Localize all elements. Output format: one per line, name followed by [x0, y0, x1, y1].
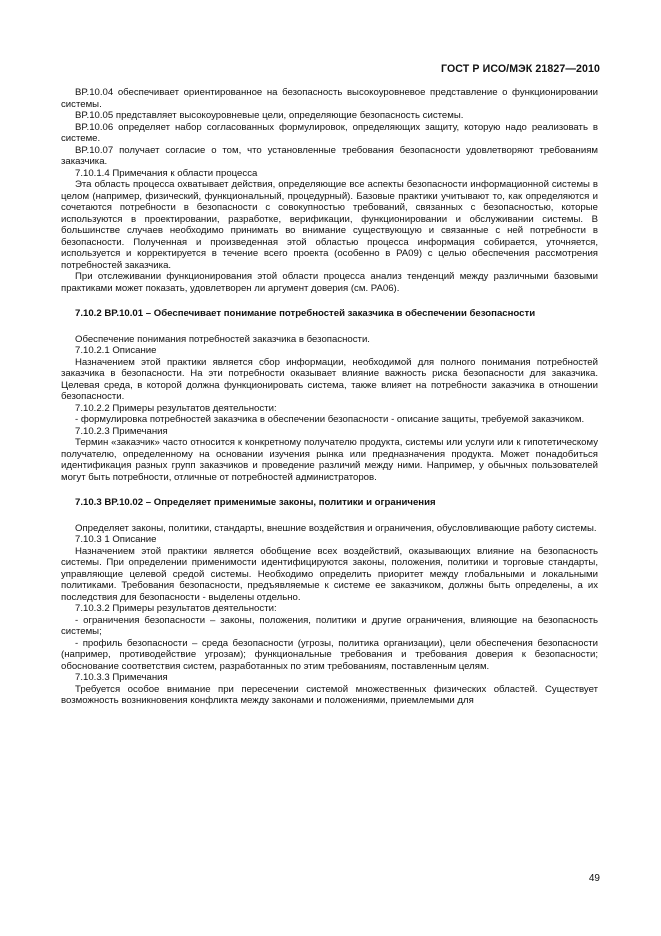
paragraph: 7.10.1.4 Примечания к области процесса: [75, 167, 258, 179]
document-code-header: ГОСТ Р ИСО/МЭК 21827—2010: [441, 63, 600, 75]
paragraph: 7.10.3 1 Описание: [75, 534, 157, 545]
page-number: 49: [588, 873, 600, 884]
paragraph: BP.10.05 представляет высокоуровневые цели, определяющие безопасность системы.: [75, 110, 464, 121]
paragraph: BP.10.04 обеспечивает ориентированное на безопасность высокоуровневое представление о функционировании системы.: [61, 87, 598, 110]
paragraph: BP.10.07 получает согласие о том, что установленные требования безопасности удовлетворяют требованиям заказчика.: [61, 144, 598, 167]
paragraph: 7.10.2.2 Примеры результатов деятельности:: [75, 402, 277, 414]
document-body: [61, 87, 598, 707]
paragraph: 7.10.3.3 Примечания: [75, 672, 168, 683]
section-heading-7-10-3: 7.10.3 BP.10.02 – Определяет применимые законы, политики и ограничения: [75, 497, 436, 508]
paragraph: Назначением этой практики является сбор информации, необходимой для полного понимания потребностей заказчика в безопасности. На эти потребности оказывает влияние важность риска безопасности для заказчика. Целевая среда, в которой должна функционировать система, также влияет на потребности заказчика в отношении безопасности.: [61, 356, 598, 402]
paragraph: При отслеживании функционирования этой области процесса анализ тенденций между различными базовыми практиками может показать, удовлетворен ли аргумент доверия (см. PA06).: [61, 271, 598, 294]
paragraph: Термин «заказчик» часто относится к конкретному получателю продукта, системы или услуги или к гипотетическому получателю, определенному на основании изучения рынка или предназначения продукта. Может понадобиться идентификация разных групп заказчиков и проведение различий между ними. Например, у обычных пользователей могут быть потребности, отличные от потребностей администраторов.: [61, 437, 598, 483]
paragraph: - формулировка потребностей заказчика в обеспечении безопасности - описание защиты, требуемой заказчиком.: [75, 414, 585, 425]
paragraph: Эта область процесса охватывает действия, определяющие все аспекты безопасности информационной системы в целом (например, физический, функциональный, процедурный). Базовые практики учитывают то, как определяются и сочетаются потребности в безопасности с совокупностью требований, связанных с безопасностью, которые используются в проектировании, разработке, верификации, функционировании и обслуживании системы. В большинстве случаев необходимо принимать во внимание существующую и связанные с ней потребности в безопасности. Полученная и произведенная этой областью процесса информация собирается, уточняется, используется и корректируется в течение всего проекта (особенно в PA09) с целью обеспечения рассмотрения потребностей заказчика.: [61, 179, 598, 271]
paragraph: 7.10.2.3 Примечания: [75, 425, 168, 437]
paragraph: BP.10.06 определяет набор согласованных формулировок, определяющих защиту, которую надо реализовать в системе.: [61, 121, 598, 144]
paragraph: Назначением этой практики является обобщение всех воздействий, оказывающих влияние на безопасность системы. При определении применимости идентифицируются законы, положения, политики и торговые стандарты, управляющие целевой средой системы. Необходимо определить приоритет между глобальными и локальными политиками. Требования безопасности, предъявляемые к системе ее заказчиком, должны быть определены, а их последствия для безопасности - выделены отдельно.: [61, 545, 598, 603]
section-heading-7-10-2: 7.10.2 BP.10.01 – Обеспечивает понимание потребностей заказчика в обеспечении безопасности: [75, 308, 536, 319]
paragraph: Определяет законы, политики, стандарты, внешние воздействия и ограничения, обусловливающие работу системы.: [75, 522, 597, 534]
paragraph: - профиль безопасности – среда безопасности (угрозы, политика организации), цели обеспечения безопасности (например, противодействие угрозам); функциональные требования и требования доверия к безопасности; обоснование соответствия систем, разработанных по этим требованиям, поставленным целям.: [61, 637, 598, 672]
paragraph: 7.10.2.1 Описание: [75, 345, 157, 356]
paragraph: - ограничения безопасности – законы, положения, политики и другие ограничения, влияющие на безопасность системы;: [61, 614, 598, 637]
paragraph: Требуется особое внимание при пересечении системой множественных физических областей. Существует возможность возникновения конфликта между законами и положениями, приемлемыми для: [61, 683, 598, 706]
paragraph: 7.10.3.2 Примеры результатов деятельности:: [75, 603, 277, 614]
paragraph: Обеспечение понимания потребностей заказчика в безопасности.: [75, 333, 370, 345]
